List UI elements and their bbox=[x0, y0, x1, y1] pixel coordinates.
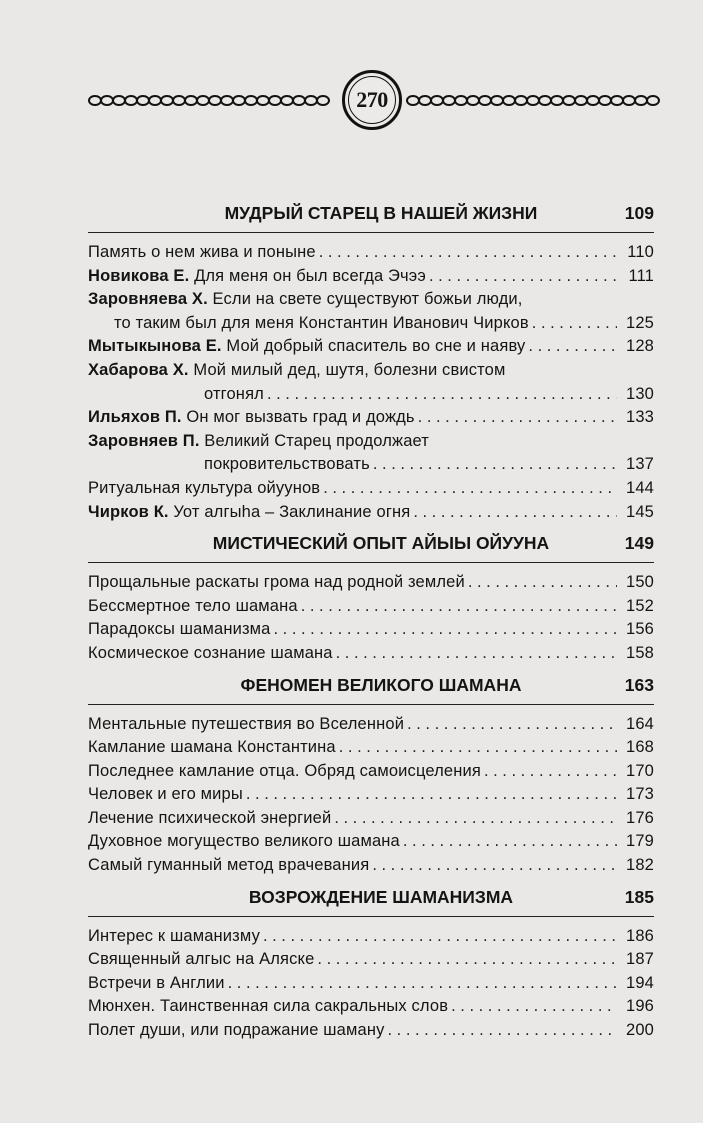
toc-entry[interactable] bbox=[88, 642, 654, 666]
entry-page-number: 137 bbox=[626, 455, 654, 474]
entry-text bbox=[88, 477, 320, 501]
toc-entry[interactable] bbox=[88, 972, 654, 996]
dot-leader bbox=[334, 807, 617, 831]
entry-title: Он мог вызвать град и дождь bbox=[186, 408, 415, 427]
entry-page-number: 168 bbox=[626, 738, 654, 757]
toc-entry[interactable] bbox=[88, 618, 654, 642]
dot-leader bbox=[274, 618, 618, 642]
chain-ornament-left bbox=[88, 92, 338, 108]
entry-text bbox=[88, 807, 331, 831]
chain-link bbox=[646, 95, 660, 106]
entry-page-number: 187 bbox=[626, 950, 654, 969]
toc-section bbox=[88, 198, 654, 524]
section-heading bbox=[88, 670, 654, 700]
toc-section bbox=[88, 670, 654, 878]
entry-text bbox=[88, 830, 400, 854]
entry-page-number: 179 bbox=[626, 832, 654, 851]
section-heading bbox=[88, 198, 654, 228]
chain-ornament-right bbox=[406, 92, 658, 108]
entry-page-number: 194 bbox=[626, 973, 654, 992]
toc-entry[interactable] bbox=[88, 265, 654, 289]
entry-text bbox=[88, 501, 410, 525]
entry-title: Полет души, или подражание шаману bbox=[88, 1021, 385, 1040]
dot-leader bbox=[413, 501, 617, 525]
dot-leader bbox=[319, 241, 617, 265]
entry-text bbox=[88, 265, 426, 289]
dot-leader bbox=[339, 736, 617, 760]
toc-entry[interactable] bbox=[88, 1019, 654, 1043]
entry-text bbox=[88, 430, 429, 454]
entry-text bbox=[88, 642, 333, 666]
entry-page-number: 150 bbox=[626, 573, 654, 592]
section-divider bbox=[88, 916, 654, 917]
section-title: МУДРЫЙ СТАРЕЦ В НАШЕЙ ЖИЗНИ bbox=[224, 203, 538, 223]
section-heading bbox=[88, 882, 654, 912]
entry-title: Память о нем жива и поныне bbox=[88, 243, 316, 261]
dot-leader bbox=[403, 830, 617, 854]
entry-page-number: 196 bbox=[626, 997, 654, 1016]
entry-title: Великий Старец продолжает bbox=[204, 431, 430, 450]
toc-entry[interactable] bbox=[88, 760, 654, 784]
chain-link bbox=[316, 95, 330, 106]
entry-title-continuation: то таким был для меня Константин Иванович Чирков bbox=[114, 313, 529, 332]
toc-entry[interactable] bbox=[88, 736, 654, 760]
toc-entry-continuation[interactable] bbox=[88, 383, 654, 407]
toc-entry[interactable] bbox=[88, 783, 654, 807]
entry-title: Самый гуманный метод врачевания bbox=[88, 856, 370, 875]
entry-title: Духовное могущество великого шамана bbox=[88, 832, 400, 851]
dot-leader bbox=[228, 972, 617, 996]
dot-leader bbox=[528, 335, 617, 359]
entry-title: Встречи в Англии bbox=[88, 973, 225, 992]
toc-entry[interactable] bbox=[88, 335, 654, 359]
entry-page-number: 182 bbox=[626, 856, 654, 875]
dot-leader bbox=[407, 713, 617, 737]
entry-page-number: 144 bbox=[626, 478, 654, 497]
page-number-badge bbox=[342, 70, 402, 130]
entry-author: Ильяхов П. bbox=[88, 408, 182, 427]
section-page-number: 149 bbox=[624, 533, 654, 554]
entry-page-number: 156 bbox=[626, 620, 654, 639]
entry-page-number: 145 bbox=[626, 502, 654, 521]
section-page-number: 185 bbox=[624, 886, 654, 907]
dot-leader bbox=[418, 406, 617, 430]
entry-page-number: 200 bbox=[626, 1021, 654, 1040]
entry-title-continuation: покровительствовать bbox=[204, 455, 370, 474]
entry-text bbox=[88, 760, 481, 784]
entry-title: Ритуальная культура ойуунов bbox=[88, 478, 321, 497]
entry-title: Парадоксы шаманизма bbox=[88, 620, 271, 639]
dot-leader bbox=[532, 312, 617, 336]
entry-page-number: 125 bbox=[626, 313, 654, 332]
entry-text bbox=[88, 995, 448, 1019]
entry-text bbox=[88, 241, 316, 265]
entry-page-number: 186 bbox=[626, 926, 654, 945]
page-header-ornament bbox=[88, 70, 658, 132]
entry-text bbox=[88, 618, 271, 642]
entry-author: Мытыкынова Е. bbox=[88, 337, 222, 356]
toc-entry[interactable] bbox=[88, 925, 654, 949]
dot-leader bbox=[317, 948, 617, 972]
dot-leader bbox=[372, 854, 617, 878]
section-divider bbox=[88, 562, 654, 563]
toc-entry[interactable] bbox=[88, 807, 654, 831]
entry-text bbox=[88, 288, 523, 312]
toc-entry-continuation[interactable] bbox=[88, 312, 654, 336]
entry-text bbox=[88, 359, 505, 383]
entry-text bbox=[88, 406, 415, 430]
entry-page-number: 130 bbox=[626, 384, 654, 403]
toc-section bbox=[88, 528, 654, 665]
toc-entry[interactable] bbox=[88, 430, 654, 454]
entry-text bbox=[88, 925, 260, 949]
entry-title: Камлание шамана Константина bbox=[88, 738, 336, 757]
dot-leader bbox=[451, 995, 617, 1019]
entry-author: Чирков К. bbox=[88, 502, 169, 521]
toc-entry[interactable] bbox=[88, 501, 654, 525]
entry-text bbox=[88, 571, 465, 595]
dot-leader bbox=[388, 1019, 618, 1043]
entry-title: Мой милый дед, шутя, болезни свистом bbox=[193, 360, 506, 379]
dot-leader bbox=[484, 760, 617, 784]
entry-title: Лечение психической энергией bbox=[88, 808, 332, 827]
entry-page-number: 164 bbox=[626, 714, 654, 733]
toc-entry[interactable] bbox=[88, 713, 654, 737]
entry-author: Заровняев П. bbox=[88, 431, 200, 450]
entry-author: Новикова Е. bbox=[88, 266, 190, 285]
dot-leader bbox=[373, 453, 617, 477]
entry-page-number: 128 bbox=[626, 337, 654, 356]
section-title: МИСТИЧЕСКИЙ ОПЫТ АЙЫЫ ОЙУУНА bbox=[212, 533, 550, 554]
dot-leader bbox=[263, 925, 617, 949]
dot-leader bbox=[336, 642, 617, 666]
toc-entry[interactable] bbox=[88, 995, 654, 1019]
entry-text bbox=[88, 972, 225, 996]
toc-entry[interactable] bbox=[88, 948, 654, 972]
section-divider bbox=[88, 704, 654, 705]
entry-text bbox=[88, 1019, 385, 1043]
section-page-number: 109 bbox=[624, 203, 654, 223]
entry-page-number: 170 bbox=[626, 761, 654, 780]
toc-entry[interactable] bbox=[88, 288, 654, 312]
toc-entry[interactable] bbox=[88, 595, 654, 619]
entry-title: Прощальные раскаты грома над родной землей bbox=[88, 573, 465, 592]
toc-section bbox=[88, 882, 654, 1043]
dot-leader bbox=[301, 595, 617, 619]
dot-leader bbox=[468, 571, 617, 595]
entry-page-number: 111 bbox=[628, 266, 654, 285]
entry-title: Если на свете существуют божьи люди, bbox=[212, 290, 523, 309]
entry-title: Для меня он был всегда Эчээ bbox=[194, 266, 426, 285]
entry-title: Последнее камлание отца. Обряд самоисцеления bbox=[88, 761, 481, 780]
entry-title: Интерес к шаманизму bbox=[88, 926, 260, 945]
toc-entry[interactable] bbox=[88, 830, 654, 854]
entry-text bbox=[88, 713, 404, 737]
section-page-number: 163 bbox=[624, 674, 654, 695]
toc-entry[interactable] bbox=[88, 571, 654, 595]
entry-page-number: 133 bbox=[626, 408, 654, 427]
entry-text bbox=[88, 736, 336, 760]
toc-entry[interactable] bbox=[88, 854, 654, 878]
entry-title-continuation: отгонял bbox=[204, 384, 264, 403]
dot-leader bbox=[429, 265, 617, 289]
table-of-contents bbox=[88, 198, 654, 1043]
entry-page-number: 173 bbox=[626, 785, 654, 804]
section-divider bbox=[88, 232, 654, 233]
toc-entry[interactable] bbox=[88, 241, 654, 265]
section-title: ФЕНОМЕН ВЕЛИКОГО ШАМАНА bbox=[240, 674, 522, 695]
entry-title: Ментальные путешествия во Вселенной bbox=[88, 714, 405, 733]
entry-title: Мюнхен. Таинственная сила сакральных слов bbox=[88, 997, 449, 1016]
entry-text bbox=[88, 783, 243, 807]
entry-text bbox=[88, 948, 314, 972]
entry-page-number: 110 bbox=[627, 243, 654, 261]
entry-title: Уот алгыhа – Заклинание огня bbox=[173, 502, 411, 521]
entry-page-number: 176 bbox=[626, 808, 654, 827]
entry-title: Человек и его миры bbox=[88, 785, 243, 804]
section-title: ВОЗРОЖДЕНИЕ ШАМАНИЗМА bbox=[248, 886, 514, 907]
section-heading bbox=[88, 528, 654, 558]
dot-leader bbox=[267, 383, 617, 407]
entry-text bbox=[88, 595, 298, 619]
entry-author: Хабарова Х. bbox=[88, 360, 189, 379]
entry-text bbox=[88, 335, 525, 359]
toc-entry[interactable] bbox=[88, 477, 654, 501]
entry-page-number: 152 bbox=[626, 596, 654, 615]
entry-title: Мой добрый спаситель во сне и наяву bbox=[226, 337, 526, 356]
entry-title: Бессмертное тело шамана bbox=[88, 596, 298, 615]
toc-entry[interactable] bbox=[88, 406, 654, 430]
entry-text bbox=[88, 854, 369, 878]
entry-page-number: 158 bbox=[626, 643, 654, 662]
page-number: 270 bbox=[356, 87, 388, 112]
dot-leader bbox=[246, 783, 617, 807]
toc-entry-continuation[interactable] bbox=[88, 453, 654, 477]
toc-entry[interactable] bbox=[88, 359, 654, 383]
entry-author: Заровняева Х. bbox=[88, 290, 208, 309]
dot-leader bbox=[323, 477, 617, 501]
entry-title: Космическое сознание шамана bbox=[88, 643, 333, 662]
entry-title: Священный алгыс на Аляске bbox=[88, 950, 315, 969]
